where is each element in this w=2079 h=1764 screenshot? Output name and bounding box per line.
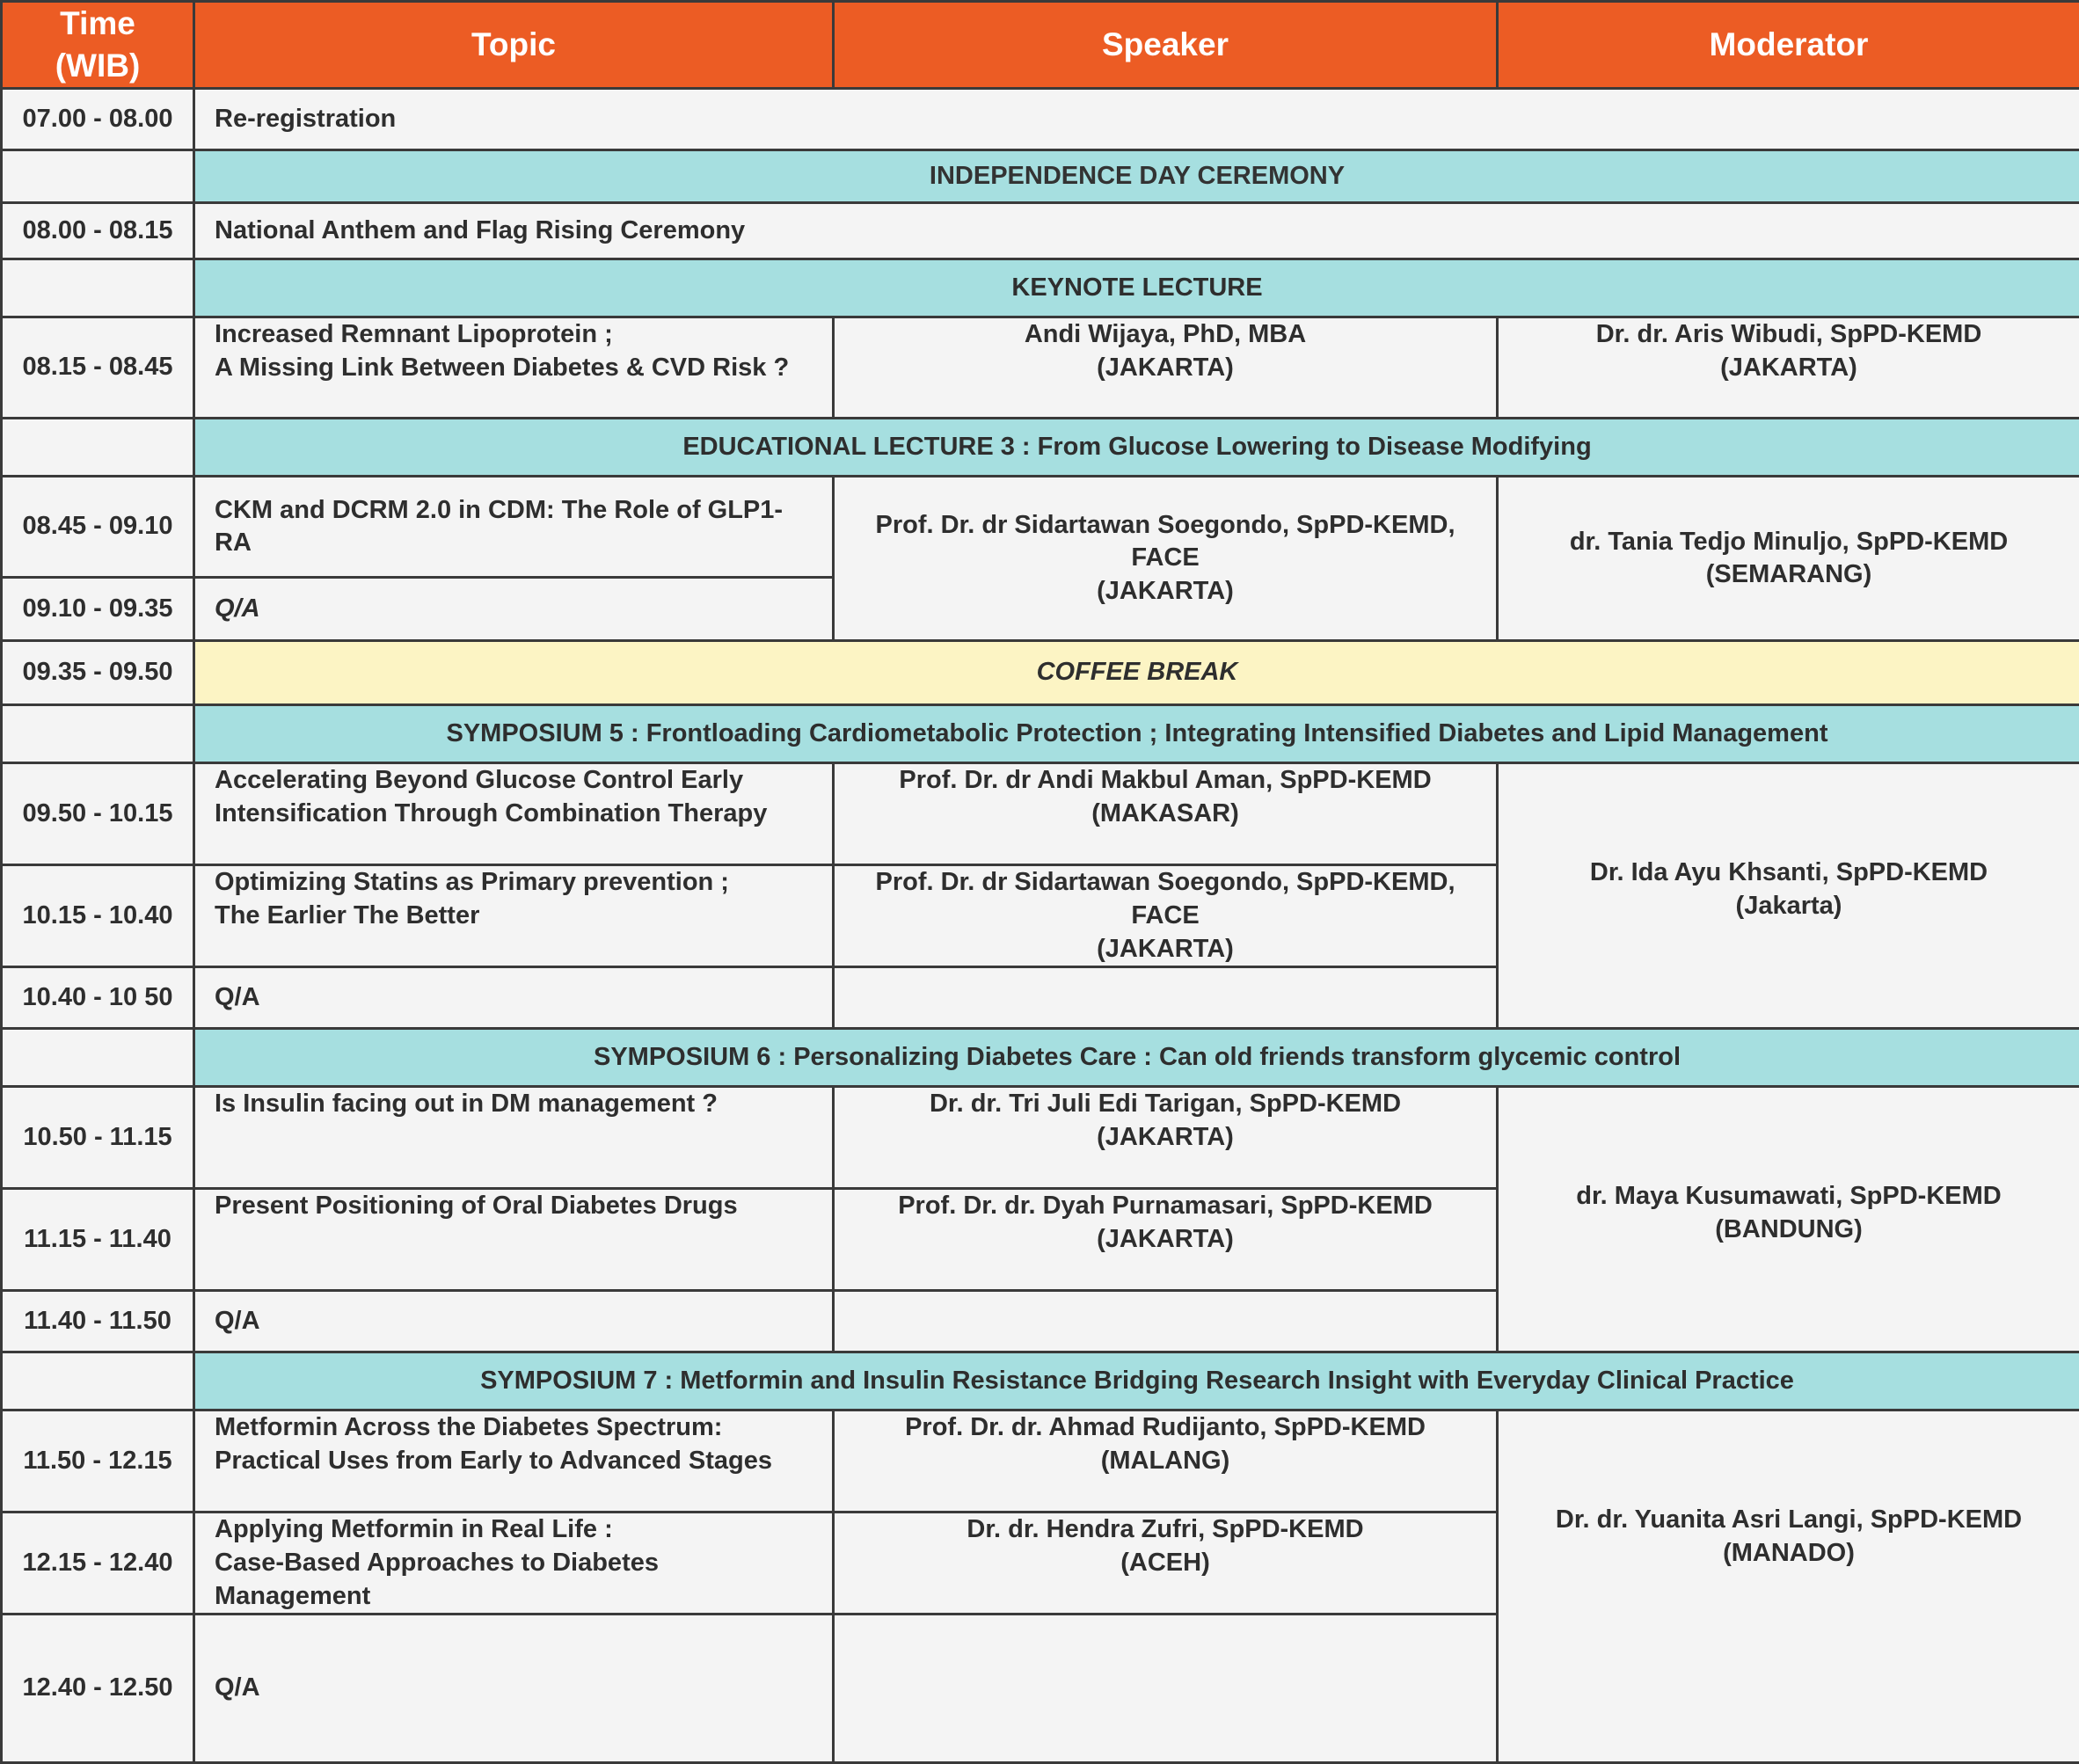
time-cell-empty: [2, 705, 194, 763]
section-banner: SYMPOSIUM 7 : Metformin and Insulin Resistance Bridging Research Insight with Everyday Clinical Practice: [194, 1352, 2079, 1410]
header-topic: Topic: [194, 2, 834, 89]
speaker-cell-empty: [834, 967, 1498, 1029]
time-cell: 11.15 - 11.40: [2, 1189, 194, 1291]
header-time: Time (WIB): [2, 2, 194, 89]
speaker-cell: [834, 1410, 1498, 1513]
time-cell: 10.40 - 10 50: [2, 967, 194, 1029]
topic-cell: Re-registration: [194, 89, 2079, 150]
topic-line: A Missing Link Between Diabetes & CVD Risk ?: [215, 352, 813, 385]
time-cell: 11.50 - 12.15: [2, 1410, 194, 1513]
topic-line: Increased Remnant Lipoprotein ;: [215, 318, 813, 352]
section-banner-row: [2, 1352, 2079, 1410]
table-row: [2, 763, 2079, 865]
speaker-name: Prof. Dr. dr Sidartawan Soegondo, SpPD-KEMD, FACE: [854, 866, 1477, 932]
topic-line: Optimizing Statins as Primary prevention ;: [215, 866, 813, 900]
topic-cell: [194, 1410, 834, 1513]
topic-cell: [194, 763, 834, 865]
moderator-name: dr. Maya Kusumawati, SpPD-KEMD: [1518, 1180, 2060, 1214]
table-row: [2, 317, 2079, 419]
speaker-cell: [834, 477, 1498, 641]
speaker-name: Dr. dr. Hendra Zufri, SpPD-KEMD: [854, 1513, 1477, 1547]
speaker-cell: [834, 763, 1498, 865]
moderator-name: Dr. dr. Yuanita Asri Langi, SpPD-KEMD: [1518, 1504, 2060, 1537]
table-row: [2, 89, 2079, 150]
speaker-city: (MALANG): [854, 1445, 1477, 1478]
speaker-cell-empty: [834, 1291, 1498, 1352]
moderator-city: (Jakarta): [1518, 890, 2060, 923]
time-cell-empty: [2, 419, 194, 477]
moderator-name: Dr. Ida Ayu Khsanti, SpPD-KEMD: [1518, 856, 2060, 890]
section-banner-row: [2, 259, 2079, 317]
moderator-name: Dr. dr. Aris Wibudi, SpPD-KEMD: [1518, 318, 2060, 352]
section-banner-row: [2, 150, 2079, 203]
time-cell: 10.50 - 11.15: [2, 1087, 194, 1189]
section-banner: KEYNOTE LECTURE: [194, 259, 2079, 317]
coffee-break-banner: COFFEE BREAK: [194, 641, 2079, 705]
speaker-name: Prof. Dr. dr Andi Makbul Aman, SpPD-KEMD: [854, 764, 1477, 798]
time-cell: 11.40 - 11.50: [2, 1291, 194, 1352]
section-banner: INDEPENDENCE DAY CEREMONY: [194, 150, 2079, 203]
time-cell: 08.00 - 08.15: [2, 203, 194, 259]
moderator-cell: [1498, 763, 2079, 1029]
section-banner: SYMPOSIUM 5 : Frontloading Cardiometabolic Protection ; Integrating Intensified Diabetes and Lipid Management: [194, 705, 2079, 763]
section-banner-row: [2, 705, 2079, 763]
topic-cell: Present Positioning of Oral Diabetes Drugs: [194, 1189, 834, 1291]
moderator-city: (MANADO): [1518, 1537, 2060, 1571]
speaker-city: (JAKARTA): [854, 1121, 1477, 1155]
table-row: [2, 477, 2079, 578]
topic-cell: [194, 317, 834, 419]
speaker-name: Andi Wijaya, PhD, MBA: [854, 318, 1477, 352]
speaker-city: (MAKASAR): [854, 798, 1477, 831]
speaker-city: (JAKARTA): [854, 352, 1477, 385]
topic-cell-qa: Q/A: [194, 967, 834, 1029]
time-cell-empty: [2, 259, 194, 317]
topic-line: Metformin Across the Diabetes Spectrum:: [215, 1411, 813, 1445]
topic-line: Intensification Through Combination Therapy: [215, 798, 813, 831]
coffee-break-row: [2, 641, 2079, 705]
topic-line: Accelerating Beyond Glucose Control Early: [215, 764, 813, 798]
speaker-city: (JAKARTA): [854, 1223, 1477, 1257]
speaker-cell: [834, 317, 1498, 419]
time-cell: 07.00 - 08.00: [2, 89, 194, 150]
topic-cell: CKM and DCRM 2.0 in CDM: The Role of GLP1-RA: [194, 477, 834, 578]
header-row: [2, 2, 2079, 89]
moderator-cell: [1498, 1410, 2079, 1763]
time-cell: 09.50 - 10.15: [2, 763, 194, 865]
topic-line: Applying Metformin in Real Life :: [215, 1513, 813, 1547]
topic-cell: National Anthem and Flag Rising Ceremony: [194, 203, 2079, 259]
moderator-city: (JAKARTA): [1518, 352, 2060, 385]
time-cell: 09.10 - 09.35: [2, 578, 194, 641]
moderator-cell: [1498, 317, 2079, 419]
moderator-city: (BANDUNG): [1518, 1214, 2060, 1247]
time-cell: 12.15 - 12.40: [2, 1513, 194, 1615]
speaker-cell: [834, 865, 1498, 967]
moderator-name: dr. Tania Tedjo Minuljo, SpPD-KEMD: [1518, 526, 2060, 559]
table-row: [2, 203, 2079, 259]
speaker-name: Prof. Dr. dr Sidartawan Soegondo, SpPD-KEMD, FACE: [854, 509, 1477, 575]
topic-line: Case-Based Approaches to Diabetes Management: [215, 1547, 813, 1613]
header-speaker: Speaker: [834, 2, 1498, 89]
speaker-cell-empty: [834, 1615, 1498, 1763]
topic-cell-qa: Q/A: [194, 1615, 834, 1763]
time-cell-empty: [2, 1352, 194, 1410]
speaker-cell: [834, 1087, 1498, 1189]
speaker-cell: [834, 1189, 1498, 1291]
speaker-name: Dr. dr. Tri Juli Edi Tarigan, SpPD-KEMD: [854, 1088, 1477, 1121]
speaker-city: (JAKARTA): [854, 933, 1477, 966]
moderator-cell: [1498, 1087, 2079, 1352]
topic-line: Practical Uses from Early to Advanced Stages: [215, 1445, 813, 1478]
section-banner-row: [2, 1029, 2079, 1087]
topic-cell: [194, 1513, 834, 1615]
header-moderator: Moderator: [1498, 2, 2079, 89]
time-cell: 09.35 - 09.50: [2, 641, 194, 705]
table-row: [2, 1087, 2079, 1189]
topic-cell-qa: Q/A: [194, 578, 834, 641]
topic-cell: [194, 865, 834, 967]
time-cell: 08.15 - 08.45: [2, 317, 194, 419]
speaker-name: Prof. Dr. dr. Dyah Purnamasari, SpPD-KEMD: [854, 1190, 1477, 1223]
table-row: [2, 1410, 2079, 1513]
moderator-city: (SEMARANG): [1518, 558, 2060, 592]
moderator-cell: [1498, 477, 2079, 641]
speaker-cell: [834, 1513, 1498, 1615]
topic-cell: Is Insulin facing out in DM management ?: [194, 1087, 834, 1189]
section-banner: SYMPOSIUM 6 : Personalizing Diabetes Care : Can old friends transform glycemic control: [194, 1029, 2079, 1087]
topic-line: The Earlier The Better: [215, 900, 813, 933]
speaker-city: (JAKARTA): [854, 575, 1477, 609]
section-banner-row: [2, 419, 2079, 477]
topic-cell-qa: Q/A: [194, 1291, 834, 1352]
speaker-name: Prof. Dr. dr. Ahmad Rudijanto, SpPD-KEMD: [854, 1411, 1477, 1445]
section-banner: EDUCATIONAL LECTURE 3 : From Glucose Lowering to Disease Modifying: [194, 419, 2079, 477]
time-cell: 10.15 - 10.40: [2, 865, 194, 967]
time-cell-empty: [2, 150, 194, 203]
time-cell-empty: [2, 1029, 194, 1087]
time-cell: 12.40 - 12.50: [2, 1615, 194, 1763]
speaker-city: (ACEH): [854, 1547, 1477, 1580]
time-cell: 08.45 - 09.10: [2, 477, 194, 578]
